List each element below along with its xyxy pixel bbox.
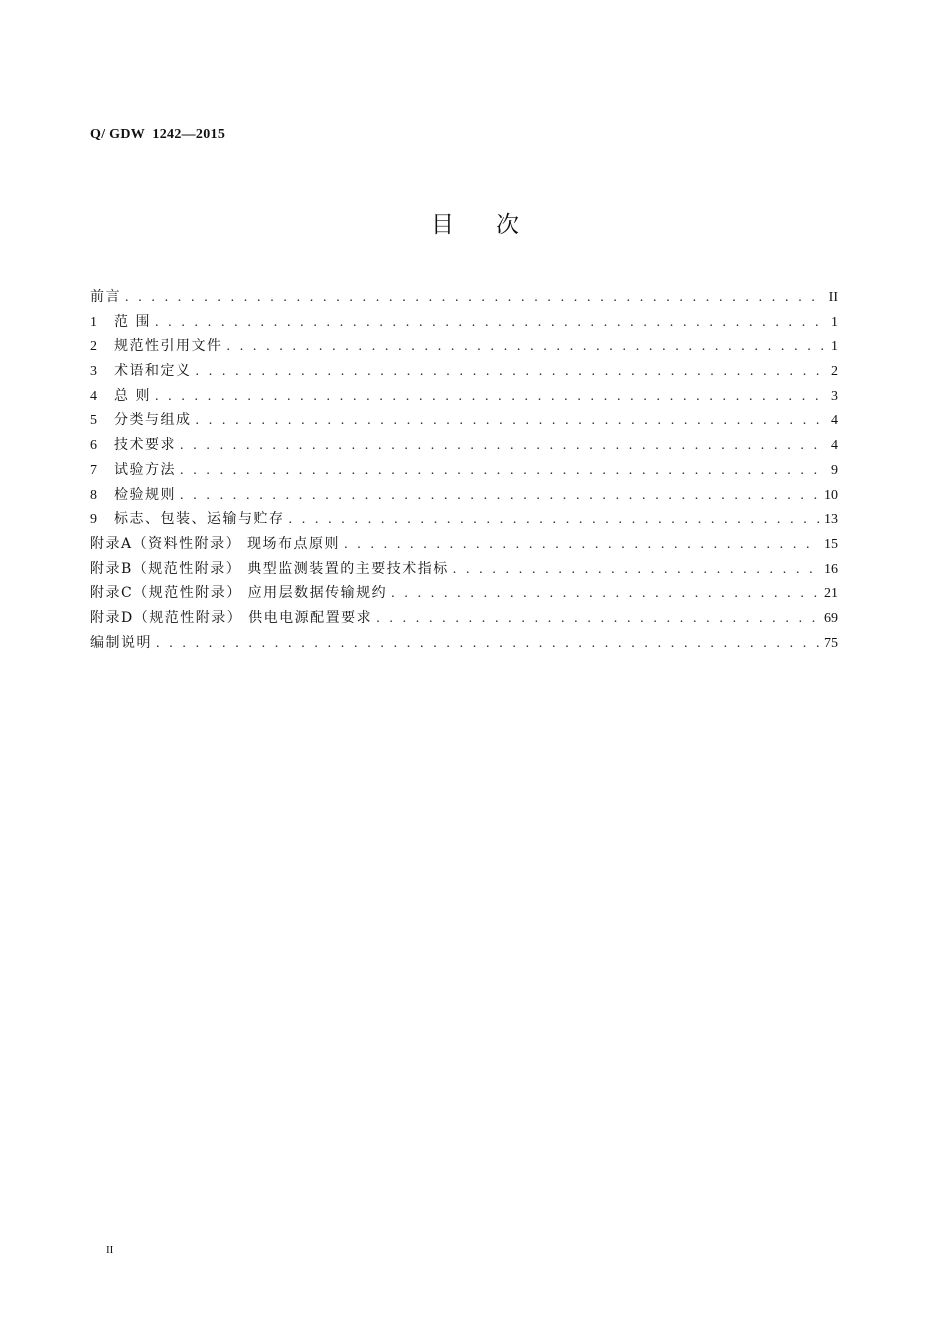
toc-entry-page: 1 [831,339,838,355]
toc-entry[interactable] [90,459,838,484]
toc-dot-leader [344,537,820,553]
toc-entry[interactable] [90,582,838,607]
toc-dot-leader [180,438,827,454]
toc-entry-page: 3 [831,388,838,404]
toc-entry[interactable] [90,434,838,459]
toc-entry-title: 附录B（规范性附录） 典型监测装置的主要技术指标 [90,560,449,577]
table-of-contents [90,286,838,656]
toc-entry-page: 15 [824,536,838,552]
toc-entry[interactable] [90,558,838,583]
toc-dot-leader [196,413,828,429]
toc-dot-leader [391,586,820,602]
toc-entry-number: 9 [90,512,97,528]
toc-title: 目次 [431,212,561,238]
toc-entry-number: 3 [90,364,97,380]
toc-entry-page: 9 [831,462,838,478]
toc-entry-title: 附录D（规范性附录） 供电电源配置要求 [90,609,373,626]
toc-entry-page: 75 [824,635,838,651]
toc-entry-page: 21 [824,586,838,602]
toc-entry-number: 7 [90,462,97,478]
toc-entry[interactable] [90,409,838,434]
toc-entry-title: 规范性引用文件 [114,338,223,355]
toc-entry[interactable] [90,335,838,360]
toc-dot-leader [453,562,820,578]
toc-dot-leader [180,488,820,504]
toc-entry[interactable] [90,360,838,385]
toc-entry-number: 5 [90,413,97,429]
toc-entry-title: 编制说明 [90,634,152,651]
toc-entry[interactable] [90,484,838,509]
toc-entry-title: 总 则 [114,387,151,404]
toc-entry-title: 检验规则 [114,486,176,503]
toc-entry-number: 8 [90,487,97,503]
toc-entry-title: 附录C（规范性附录） 应用层数据传输规约 [90,585,388,602]
toc-entry-page: 69 [824,610,838,626]
toc-entry-page: 4 [831,413,838,429]
toc-entry[interactable] [90,311,838,336]
toc-dot-leader [155,315,827,331]
toc-entry-title: 附录A（资料性附录） 现场布点原则 [90,535,341,552]
toc-entry-page: 13 [824,512,838,528]
toc-entry[interactable] [90,508,838,533]
toc-entry-title: 技术要求 [114,437,176,454]
toc-entry[interactable] [90,607,838,632]
toc-entry-title: 试验方法 [114,461,176,478]
toc-dot-leader [156,636,820,652]
toc-entry-page: 16 [824,561,838,577]
toc-entry[interactable] [90,533,838,558]
toc-entry-page: II [828,290,838,305]
toc-entry-title: 前言 [90,289,121,305]
toc-entry[interactable] [90,385,838,410]
toc-entry-number: 4 [90,388,97,404]
toc-entry[interactable] [90,286,838,311]
page-number: II [106,1244,114,1256]
toc-entry-page: 10 [824,487,838,503]
toc-entry-title: 范 围 [114,313,151,330]
toc-entry-title: 术语和定义 [114,363,192,380]
toc-entry-page: 2 [831,364,838,380]
toc-entry-title: 标志、包装、运输与贮存 [114,511,285,528]
toc-dot-leader [289,512,821,528]
document-code: Q/ GDW 1242—2015 [90,127,226,142]
toc-dot-leader [155,389,827,405]
toc-dot-leader [125,290,825,306]
toc-dot-leader [376,611,820,627]
toc-dot-leader [196,364,828,380]
toc-dot-leader [180,463,827,479]
toc-entry-page: 1 [831,314,838,330]
toc-entry-page: 4 [831,438,838,454]
toc-entry-number: 1 [90,314,97,330]
toc-entry-title: 分类与组成 [114,412,192,429]
toc-dot-leader [227,339,828,355]
toc-entry-number: 6 [90,438,97,454]
toc-entry[interactable] [90,632,838,657]
toc-entry-number: 2 [90,339,97,355]
